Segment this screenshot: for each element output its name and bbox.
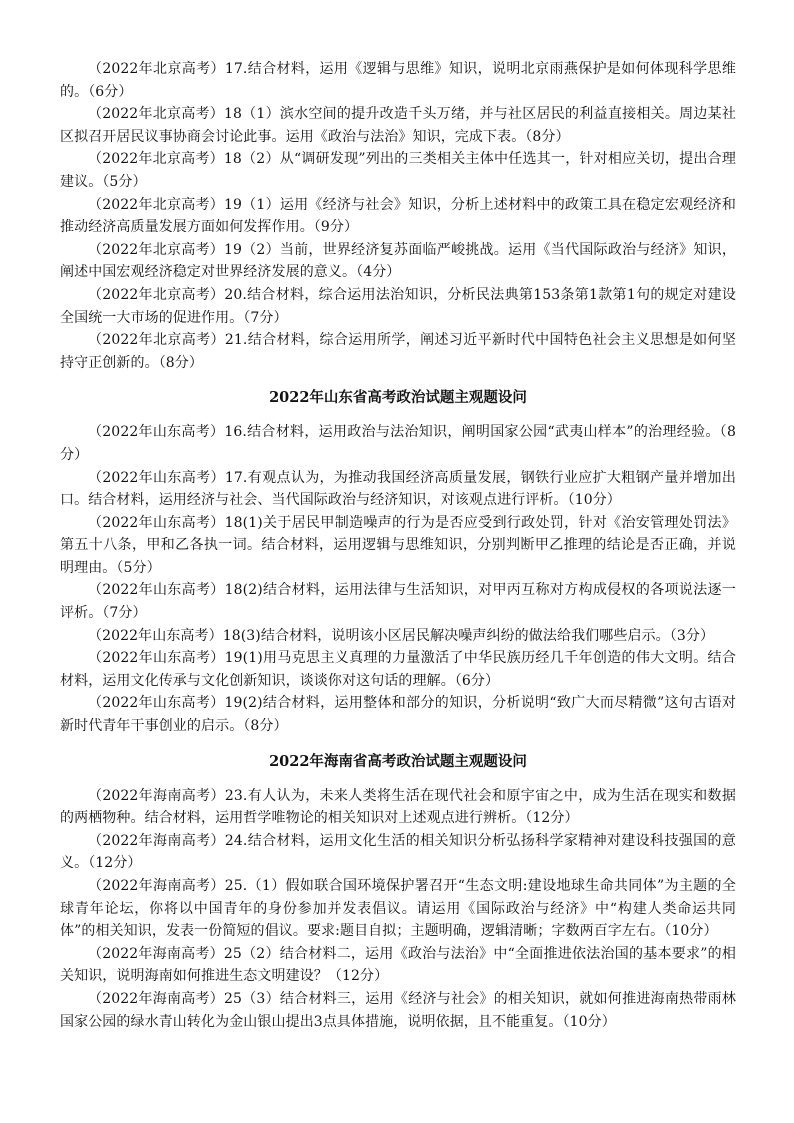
question-paragraph: （2022年山东高考）18(1)关于居民甲制造噪声的行为是否应受到行政处罚，针对《治安管理处罚法》第五十八条，甲和乙各执一词。结合材料，运用逻辑与思维知识，分别判断甲乙推理的结论是否正确，并说明理由。（5分） [60, 514, 736, 576]
question-paragraph: （2022年山东高考）19(2)结合材料，运用整体和部分的知识，分析说明“致广大而尽精微”这句古语对新时代青年干事创业的启示。（8分） [60, 695, 736, 735]
question-paragraph: （2022年北京高考）18（2）从“调研发现”列出的三类相关主体中任选其一，针对相应关切，提出合理建议。（5分） [60, 151, 736, 190]
question-paragraph: （2022年山东高考）18(2)结合材料，运用法律与生活知识，对甲丙互称对方构成侵权的各项说法逐一评析。（7分） [60, 582, 736, 622]
question-paragraph: （2022年北京高考）19（1）运用《经济与社会》知识，分析上述材料中的政策工具在稳定宏观经济和推动经济高质量发展方面如何发挥作用。（9分） [60, 196, 736, 236]
section-beijing [60, 58, 736, 374]
section-shandong [60, 387, 736, 737]
question-paragraph: （2022年海南高考）24.结合材料，运用文化生活的相关知识分析弘扬科学家精神对建设科技强国的意义。（12分） [60, 832, 736, 872]
question-paragraph: （2022年海南高考）25（2）结合材料二，运用《政治与法治》中“全面推进依法治国的基本要求”的相关知识，说明海南如何推进生态文明建设？（12分） [60, 945, 736, 985]
question-paragraph: （2022年山东高考）17.有观点认为，为推动我国经济高质量发展，钢铁行业应扩大粗钢产量并增加出口。结合材料，运用经济与社会、当代国际政治与经济知识，对该观点进行评析。（10分） [60, 469, 736, 509]
question-paragraph: （2022年北京高考）18（1）滨水空间的提升改造千头万绪，并与社区居民的利益直接相关。周边某社区拟召开居民议事协商会讨论此事。运用《政治与法治》知识，完成下表。（8分） [60, 106, 736, 145]
question-paragraph: （2022年山东高考）19(1)用马克思主义真理的力量激活了中华民族历经几千年创造的伟大文明。结合材料，运用文化传承与文化创新知识，谈谈你对这句话的理解。（6分） [60, 650, 736, 689]
question-paragraph: （2022年山东高考）16.结合材料，运用政治与法治知识，阐明国家公园“武夷山样本”的治理经验。（8分） [60, 424, 736, 463]
section-heading: 2022年山东省高考政治试题主观题设问 [269, 389, 527, 407]
question-paragraph: （2022年北京高考）20.结合材料，综合运用法治知识，分析民法典第153条第1款第1句的规定对建设全国统一大市场的促进作用。（7分） [60, 286, 736, 326]
document-page [60, 58, 736, 1033]
section-hainan [60, 751, 736, 1034]
question-paragraph: （2022年北京高考）19（2）当前，世界经济复苏面临严峻挑战。运用《当代国际政治与经济》知识，阐述中国宏观经济稳定对世界经济发展的意义。（4分） [60, 241, 736, 281]
question-paragraph: （2022年山东高考）18(3)结合材料，说明该小区居民解决噪声纠纷的做法给我们哪些启示。（3分） [88, 627, 715, 644]
question-paragraph: （2022年北京高考）21.结合材料，综合运用所学，阐述习近平新时代中国特色社会主义思想是如何坚持守正创新的。（8分） [60, 332, 736, 371]
question-paragraph: （2022年海南高考）23.有人认为，未来人类将生活在现代社会和原宇宙之中，成为生活在现实和数据的两栖物种。结合材料，运用哲学唯物论的相关知识对上述观点进行辨析。（12分） [60, 787, 736, 827]
section-heading: 2022年海南省高考政治试题主观题设问 [269, 752, 527, 770]
question-paragraph: （2022年海南高考）25.（1）假如联合国环境保护署召开“生态文明:建设地球生命共同体”为主题的全球青年论坛，你将以中国青年的身份参加并发表倡议。请运用《国际政治与经济》中“构建人类命运共同体”的相关知识，发表一份简短的倡议。要求:题目自拟；主题明确，逻辑清晰；字数两百字左右。（10分） [60, 878, 736, 940]
question-paragraph: （2022年北京高考）17.结合材料，运用《逻辑与思维》知识，说明北京雨燕保护是如何体现科学思维的。（6分） [60, 61, 736, 100]
question-paragraph: （2022年海南高考）25（3）结合材料三，运用《经济与社会》的相关知识，就如何推进海南热带雨林国家公园的绿水青山转化为金山银山提出3点具体措施，说明依据，且不能重复。（10分） [60, 990, 736, 1030]
